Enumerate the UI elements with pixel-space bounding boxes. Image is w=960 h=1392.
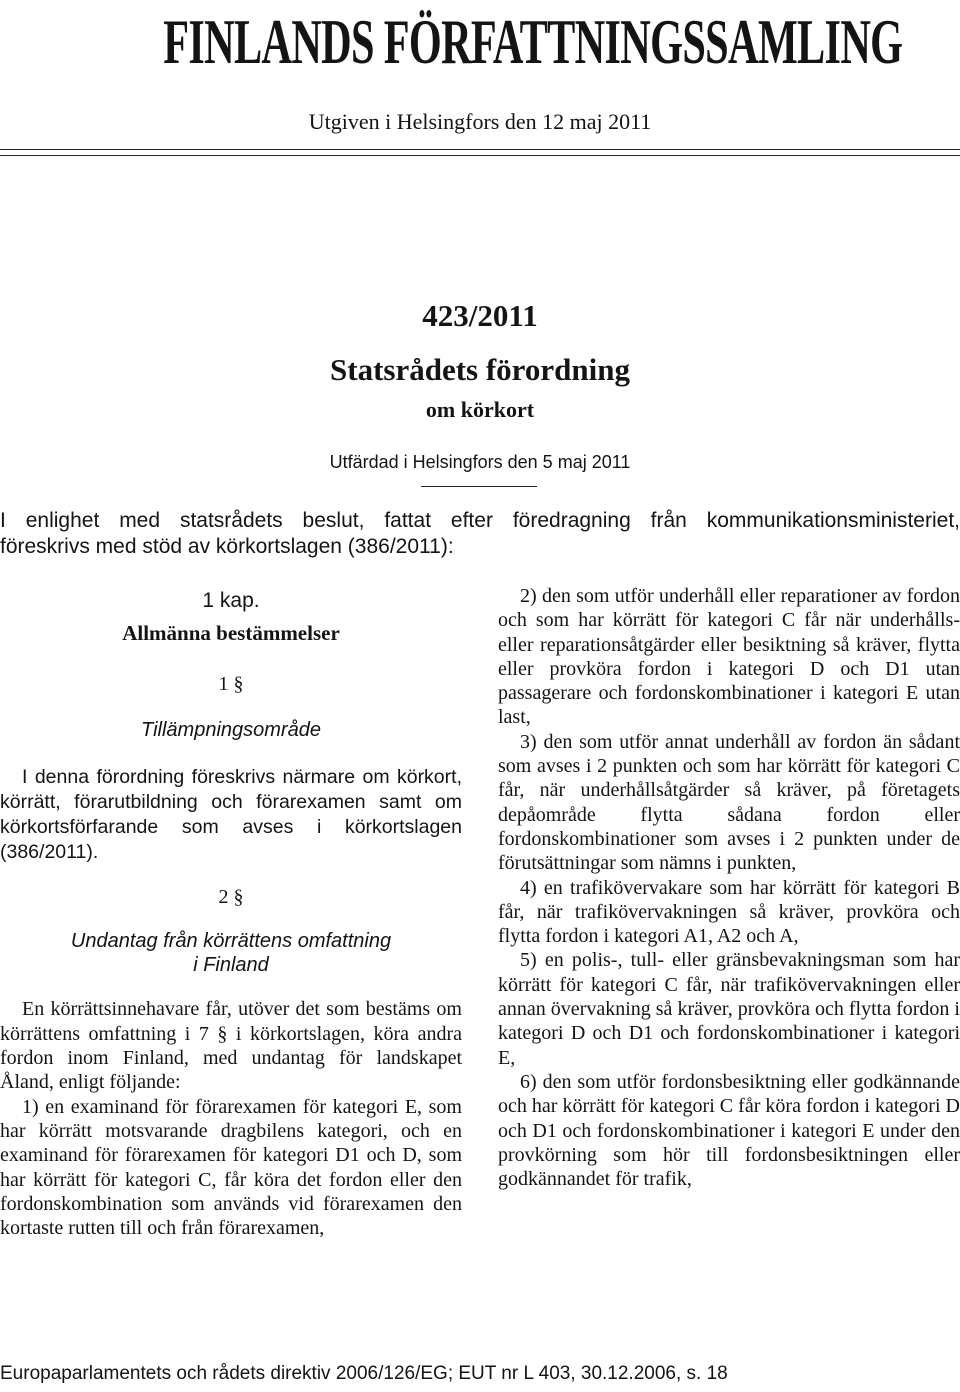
section-1-number: 1 §: [218, 673, 244, 695]
header-rule-top: [0, 149, 960, 150]
section-1-heading: Tillämpningsområde: [141, 719, 321, 742]
chapter-label: 1 kap.: [202, 589, 260, 612]
section-2-item-1: 1) en examinand för förarexamen för kategori E, som har körrätt motsvarande dragbilens kategori, och en examinand för förarexamen för kategori D1 och D, som har körrätt för kategori C, får köra det fordon eller den fordonskombination som används vid förarexamen den kortaste rutten till och från förarexamen,: [0, 1095, 462, 1240]
section-2-heading-line-1: Undantag från körrättens omfattning: [70, 929, 392, 952]
preamble: [0, 508, 960, 560]
decree-subtitle: om körkort: [425, 397, 535, 422]
preamble-line-2: föreskrivs med stöd av körkortslagen (386/2011):: [0, 535, 454, 558]
section-2-heading: [0, 929, 462, 978]
decree-number: 423/2011: [422, 298, 538, 333]
masthead: FINLANDS FÖRFATTNINGSSAMLING: [163, 6, 903, 77]
list-item: 2) den som utför underhåll eller reparationer av fordon och som har körrätt för kategori C får när underhålls- eller reparationsåtgärder eller besiktning så kräver, flytta eller provköra fordon i kategori D och D1 utan passagerare och fordonskombinationer i kategori E utan last,: [498, 585, 960, 729]
list-item: 3) den som utför annat underhåll av fordon än sådant som avses i 2 punkten och som har körrätt för kategori C får, när underhållsåtgärder så kräver, på företagets depåområde flytta sådana fordon eller fordonskombinationer som avses i 2 punkten under de förutsättningar som nämns i punkten,: [498, 730, 960, 875]
decree-issued-line: Utfärdad i Helsingfors den 5 maj 2011: [329, 452, 631, 472]
chapter-heading: Allmänna bestämmelser: [122, 621, 340, 645]
section-1-text: I denna förordning föreskrivs närmare om körkort, körrätt, förarutbildning och förarexamen samt om körkortsförfarande som avses i körkortslagen (386/2011).: [0, 765, 462, 863]
list-item: 4) en trafikövervakare som har körrätt för kategori B får, när trafikövervakningen så kräver, provköra och flytta fordon i kategori A1, A2 och A,: [498, 876, 960, 948]
decree-title: Statsrådets förordning: [330, 352, 630, 387]
section-2-intro: En körrättsinnehavare får, utöver det som bestäms om körrättens omfattning i 7 § i körkortslagen, köra andra fordon inom Finland, med undantag för landskapet Åland, enligt följande:: [0, 998, 462, 1094]
right-column: [498, 584, 960, 1191]
short-divider: [421, 486, 537, 487]
header-rule-bottom: [0, 155, 960, 156]
list-item: 5) en polis-, tull- eller gränsbevakningsman som har körrätt för kategori C får, när trafikövervakningen eller annan övervakning så kräver, provköra och flytta fordon i kategori D och D1 och fordonskombinationer i kategori E,: [498, 949, 960, 1069]
section-2-number: 2 §: [218, 885, 244, 908]
section-2-heading-line-2: i Finland: [193, 954, 269, 977]
footnote: Europaparlamentets och rådets direktiv 2006/126/EG; EUT nr L 403, 30.12.2006, s. 18: [0, 1363, 728, 1384]
left-column: [0, 584, 462, 1240]
publication-issued-line: Utgiven i Helsingfors den 12 maj 2011: [308, 109, 652, 134]
preamble-line-1: I enlighet med statsrådets beslut, fattat efter föredragning från kommunikationsministeriet,: [0, 509, 960, 532]
list-item: 6) den som utför fordonsbesiktning eller godkännande och har körrätt för kategori C får köra fordon i kategori D och D1 och fordonskombinationer i kategori E under den provkörning som hör till fordonsbesiktningen eller godkännandet för trafik,: [498, 1070, 960, 1191]
